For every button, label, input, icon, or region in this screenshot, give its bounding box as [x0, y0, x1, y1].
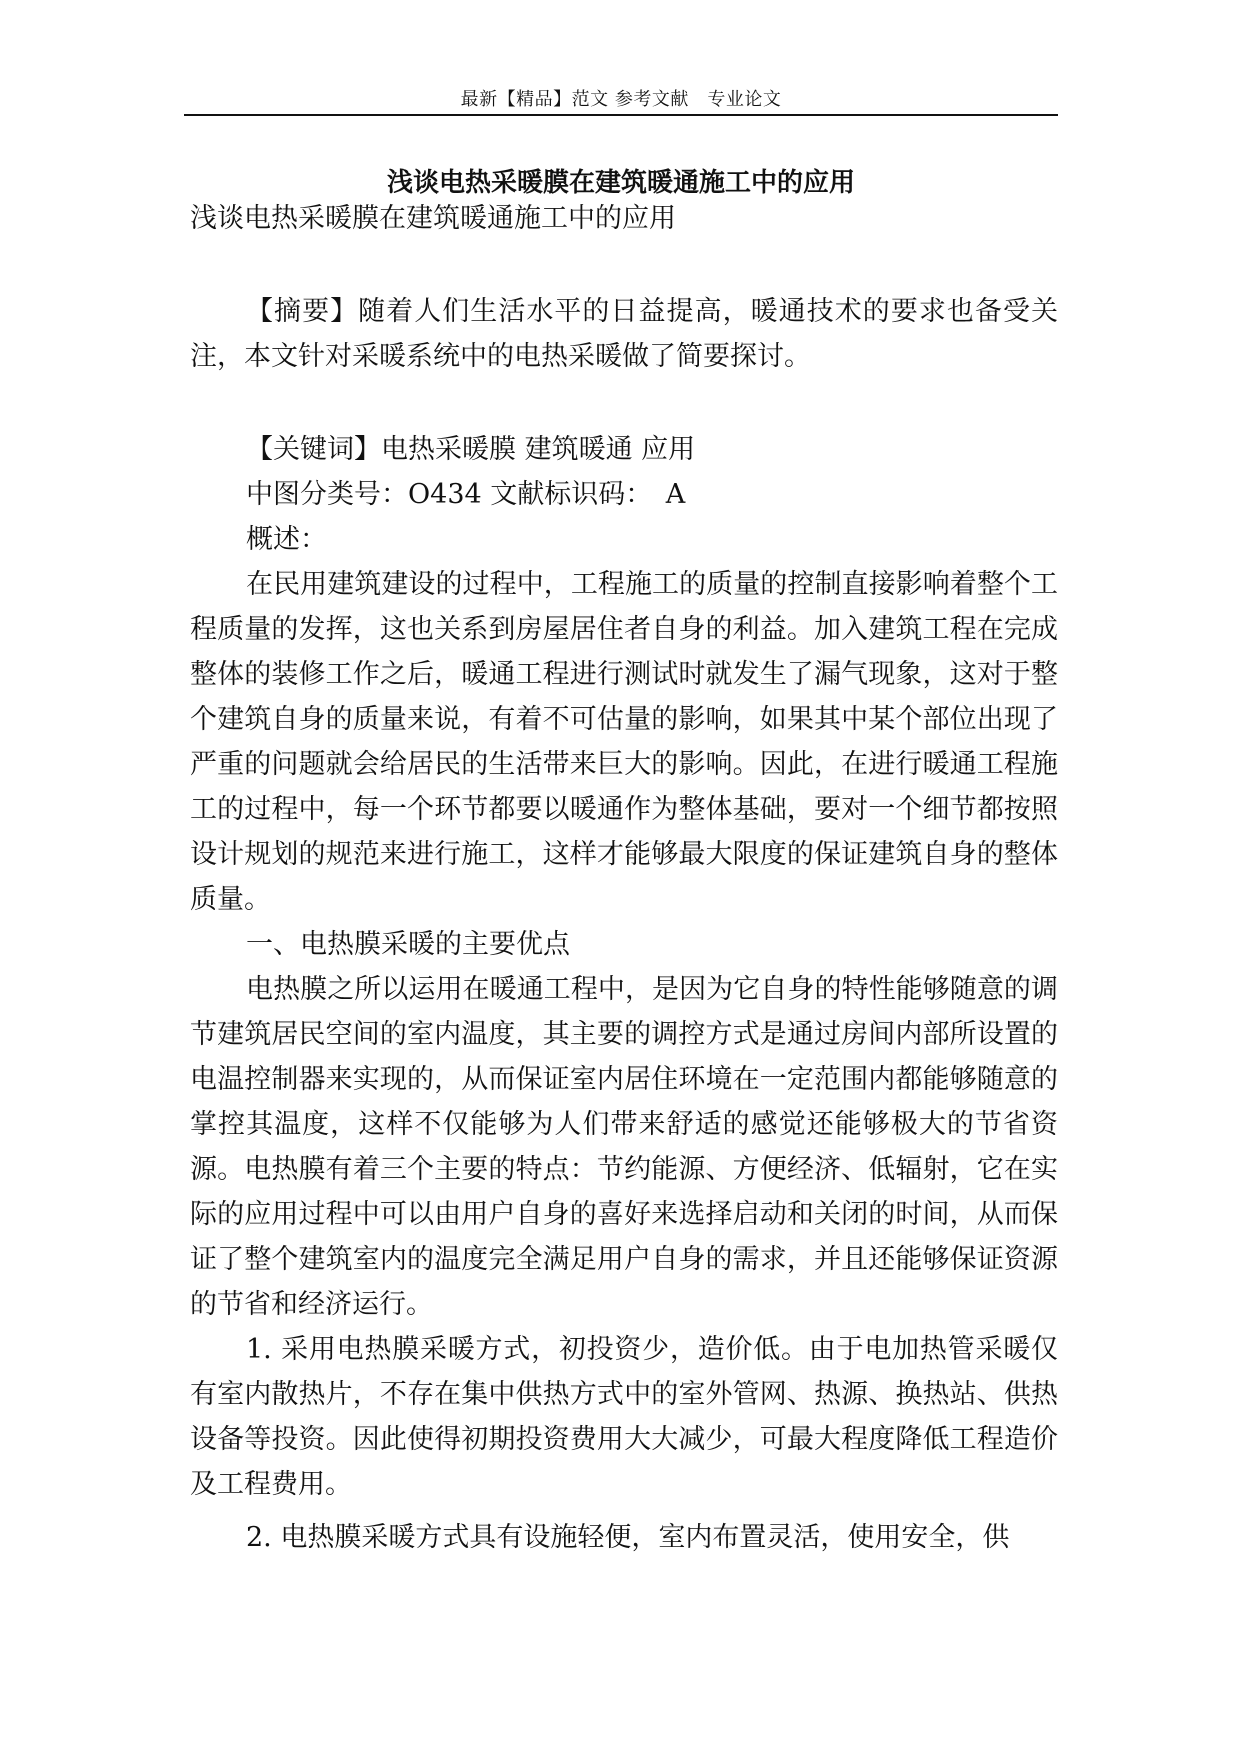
keywords-line: 【关键词】电热采暖膜 建筑暖通 应用	[246, 434, 696, 465]
header-divider	[184, 114, 1058, 116]
overview-paragraph: 在民用建筑建设的过程中，工程施工的质量的控制直接影响着整个工程质量的发挥，这也关系到房屋居住者自身的利益。加入建筑工程在完成整体的装修工作之后，暖通工程进行测试时就发生了漏气现象，这对于整个建筑自身的质量来说，有着不可估量的影响，如果其中某个部位出现了严重的问题就会给居民的生活带来巨大的影响。因此，在进行暖通工程施工的过程中，每一个环节都要以暖通作为整体基础，要对一个细节都按照设计规划的规范来进行施工，这样才能够最大限度的保证建筑自身的整体质量。	[190, 569, 1058, 915]
list-item-point-2: 2. 电热膜采暖方式具有设施轻便，室内布置灵活，使用安全，供	[246, 1522, 1010, 1553]
list-item-point-1: 1. 采用电热膜采暖方式，初投资少，造价低。由于电加热管采暖仅有室内散热片，不存在集中供热方式中的室外管网、热源、换热站、供热设备等投资。因此使得初期投资费用大大减少，可最大程度降低工程造价及工程费用。	[190, 1334, 1058, 1500]
document-body	[190, 196, 1058, 1560]
subtitle-line: 浅谈电热采暖膜在建筑暖通施工中的应用	[190, 203, 676, 234]
section-heading: 一、电热膜采暖的主要优点	[246, 929, 570, 960]
section-paragraph: 电热膜之所以运用在暖通工程中，是因为它自身的特性能够随意的调节建筑居民空间的室内温度，其主要的调控方式是通过房间内部所设置的电温控制器来实现的，从而保证室内居住环境在一定范围内都能够随意的掌控其温度，这样不仅能够为人们带来舒适的感觉还能够极大的节省资源。电热膜有着三个主要的特点：节约能源、方便经济、低辐射，它在实际的应用过程中可以由用户自身的喜好来选择启动和关闭的时间，从而保证了整个建筑室内的温度完全满足用户自身的需求，并且还能够保证资源的节省和经济运行。	[190, 974, 1058, 1320]
classification-line: 中图分类号：O434 文献标识码： A	[246, 479, 686, 510]
document-title: 浅谈电热采暖膜在建筑暖通施工中的应用	[386, 168, 855, 198]
overview-label: 概述：	[246, 524, 327, 555]
abstract-paragraph: 【摘要】随着人们生活水平的日益提高，暖通技术的要求也备受关注，本文针对采暖系统中的电热采暖做了简要探讨。	[190, 296, 1058, 372]
page-header: 最新【精品】范文 参考文献 专业论文	[460, 89, 782, 110]
